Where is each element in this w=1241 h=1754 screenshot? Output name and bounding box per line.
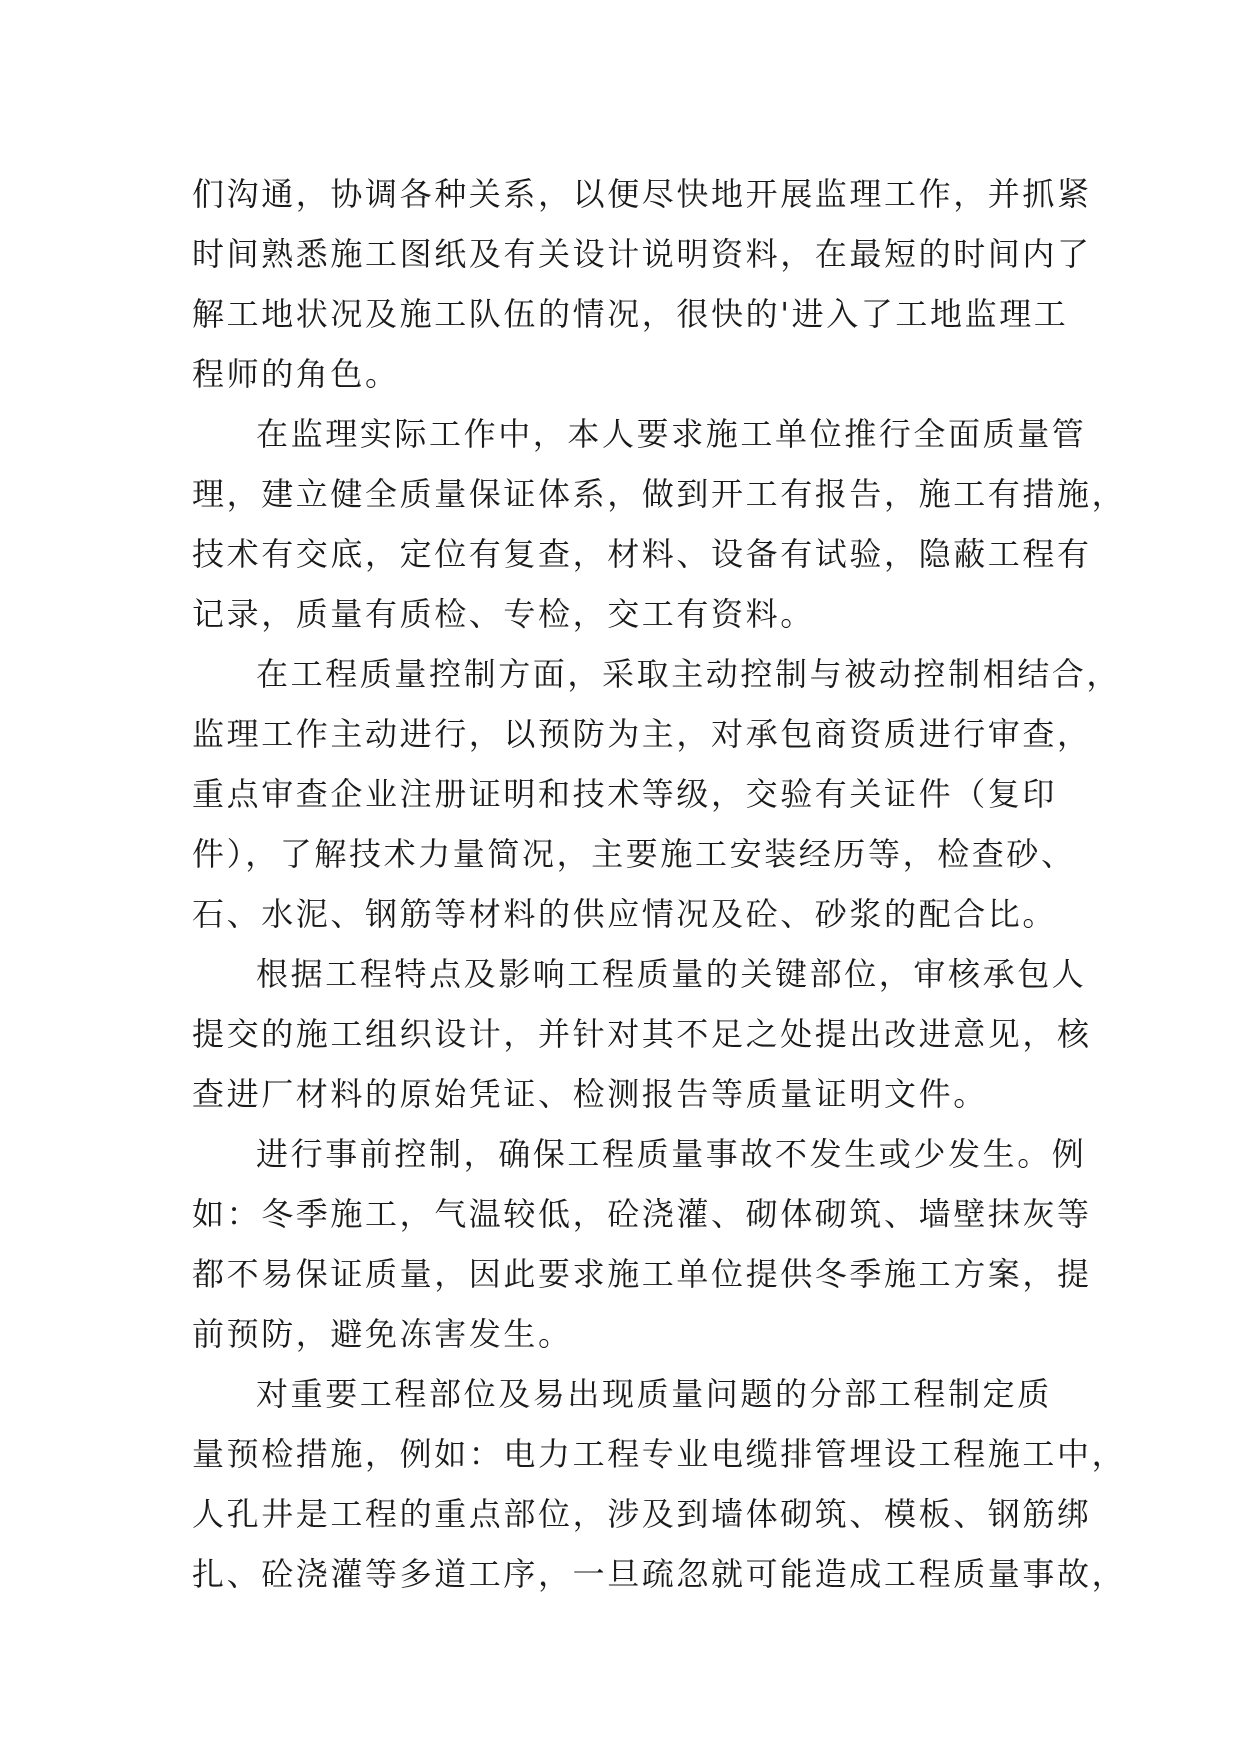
text-line: 件），了解技术力量简况，主要施工安装经历等，检查砂、: [192, 835, 1076, 873]
text-line: 技术有交底，定位有复查，材料、设备有试验，隐蔽工程有: [192, 535, 1092, 573]
text-line: 查进厂材料的原始凭证、检测报告等质量证明文件。: [192, 1075, 988, 1113]
text-line: 前预防，避免冻害发生。: [192, 1315, 573, 1353]
text-line: 人孔井是工程的重点部位，涉及到墙体砌筑、模板、钢筋绑: [192, 1495, 1092, 1533]
paragraph-first-line: 根据工程特点及影响工程质量的关键部位，审核承包人: [256, 955, 1087, 993]
text-line: 们沟通，协调各种关系，以便尽快地开展监理工作，并抓紧: [192, 175, 1092, 213]
text-line: 提交的施工组织设计，并针对其不足之处提出改进意见，核: [192, 1015, 1092, 1053]
text-line: 理，建立健全质量保证体系，做到开工有报告，施工有措施，: [192, 475, 1127, 513]
paragraph-first-line: 进行事前控制，确保工程质量事故不发生或少发生。例: [256, 1135, 1087, 1173]
text-line: 时间熟悉施工图纸及有关设计说明资料，在最短的时间内了: [192, 235, 1092, 273]
text-line: 重点审查企业注册证明和技术等级，交验有关证件（复印: [192, 775, 1058, 813]
text-line: 如：冬季施工，气温较低，砼浇灌、砌体砌筑、墙壁抹灰等: [192, 1195, 1092, 1233]
text-line: 程师的角色。: [192, 355, 400, 393]
text-line: 记录，质量有质检、专检，交工有资料。: [192, 595, 815, 633]
text-line: 都不易保证质量，因此要求施工单位提供冬季施工方案，提: [192, 1255, 1092, 1293]
document-body: [192, 164, 1127, 1604]
paragraph-first-line: 在工程质量控制方面，采取主动控制与被动控制相结合，: [256, 655, 1122, 693]
paragraph-first-line: 对重要工程部位及易出现质量问题的分部工程制定质: [256, 1375, 1052, 1413]
text-line: 监理工作主动进行，以预防为主，对承包商资质进行审查，: [192, 715, 1092, 753]
text-line: 解工地状况及施工队伍的情况，很快的'进入了工地监理工: [192, 295, 1069, 333]
text-line: 扎、砼浇灌等多道工序，一旦疏忽就可能造成工程质量事故，: [192, 1555, 1127, 1593]
text-line: 量预检措施，例如：电力工程专业电缆排管埋设工程施工中，: [192, 1435, 1127, 1473]
text-line: 石、水泥、钢筋等材料的供应情况及砼、砂浆的配合比。: [192, 895, 1058, 933]
paragraph-first-line: 在监理实际工作中，本人要求施工单位推行全面质量管: [256, 415, 1087, 453]
